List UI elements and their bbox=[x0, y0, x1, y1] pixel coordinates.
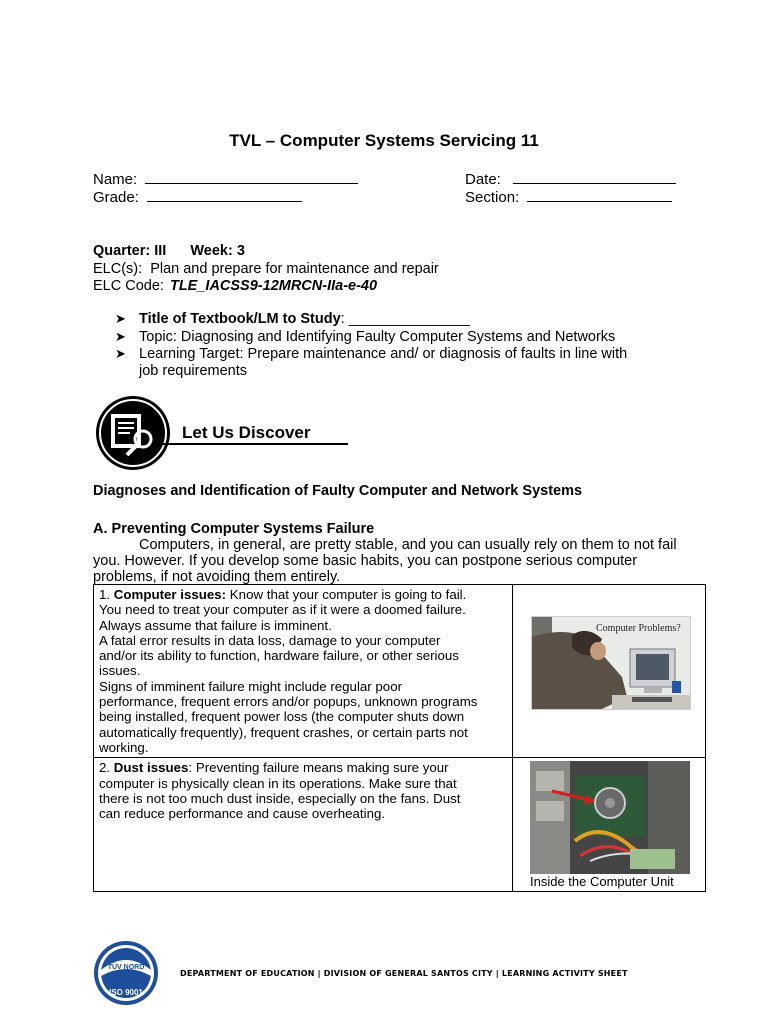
grade-label: Grade: bbox=[93, 189, 139, 206]
row1-line: performance, frequent errors and/or popups, unknown programs bbox=[99, 694, 478, 710]
computer-problems-image bbox=[531, 616, 691, 710]
elc-line bbox=[93, 261, 439, 278]
inside-computer-image bbox=[530, 761, 690, 874]
week-label: Week: bbox=[190, 243, 233, 259]
row1-label: Computer issues: bbox=[113, 587, 227, 602]
quarter-week-line bbox=[93, 243, 245, 260]
elc-value: Plan and prepare for maintenance and repair bbox=[150, 261, 439, 277]
row1-line: Signs of imminent failure might include regular poor bbox=[99, 678, 403, 694]
arrow-bullet-icon: ➤ bbox=[115, 346, 126, 361]
elc-label: ELC(s): bbox=[93, 261, 143, 277]
row1-line: being installed, frequent power loss (the computer shuts down bbox=[99, 709, 465, 725]
row1-line: Always assume that failure is imminent. bbox=[99, 617, 332, 633]
textbook-label: Title of Textbook/LM to Study bbox=[139, 311, 341, 327]
row2-line: there is not too much dust inside, especially on the fans. Dust bbox=[99, 790, 461, 806]
section-label: Section: bbox=[465, 189, 520, 206]
page-title: TVL – Computer Systems Servicing 11 bbox=[229, 131, 539, 150]
tuv-nord-logo bbox=[93, 940, 159, 1006]
row2-line: can reduce performance and cause overheating. bbox=[99, 806, 386, 822]
date-label: Date: bbox=[465, 171, 501, 188]
topic-item bbox=[93, 329, 713, 346]
name-blank[interactable] bbox=[145, 171, 358, 184]
row1-line: You need to treat your computer as if it were a doomed failure. bbox=[99, 602, 466, 618]
arrow-bullet-icon: ➤ bbox=[115, 311, 126, 326]
target-item bbox=[93, 346, 713, 379]
date-blank[interactable] bbox=[513, 171, 676, 184]
logo-bottom-text: ISO 9001 bbox=[109, 988, 143, 997]
row2-first: : Preventing failure means making sure your bbox=[188, 760, 449, 776]
computer-problems-image-cell bbox=[513, 585, 706, 758]
elc-code-value: TLE_IACSS9-12MRCN-IIa-e-40 bbox=[169, 278, 378, 294]
footer-text: DEPARTMENT OF EDUCATION | DIVISION OF GENERAL SANTOS CITY | LEARNING ACTIVITY SHEET bbox=[180, 969, 628, 978]
name-field bbox=[93, 171, 358, 188]
row2-line: computer is physically clean in its operations. Make sure that bbox=[99, 775, 457, 791]
textbook-item bbox=[93, 311, 713, 328]
section-heading: Diagnoses and Identification of Faulty Computer and Network Systems bbox=[93, 483, 583, 499]
week-value: 3 bbox=[236, 243, 245, 259]
quarter-label: Quarter: bbox=[93, 243, 151, 259]
textbook-blank[interactable]: : _______________ bbox=[340, 311, 470, 327]
grade-field bbox=[93, 189, 302, 206]
discover-icon bbox=[93, 394, 173, 472]
grade-blank[interactable] bbox=[147, 189, 302, 202]
discover-underline bbox=[160, 443, 348, 445]
row1-line: working. bbox=[99, 739, 149, 755]
row1-line: issues. bbox=[99, 663, 141, 679]
section-field bbox=[465, 189, 672, 206]
arrow-bullet-icon: ➤ bbox=[115, 328, 126, 344]
image-caption-text: Computer Problems? bbox=[596, 623, 681, 634]
objectives-list bbox=[93, 311, 713, 380]
intro-line-1: Computers, in general, are pretty stable, and you can usually rely on them to not fail bbox=[139, 537, 677, 553]
elc-code-label: ELC Code: bbox=[93, 278, 164, 294]
dust-issues-cell bbox=[94, 758, 513, 892]
intro-line-3: problems, if not avoiding them entirely. bbox=[93, 569, 341, 585]
subsection-heading: A. Preventing Computer Systems Failure bbox=[93, 521, 375, 537]
row1-line: and/or its ability to function, hardware failure, or other serious bbox=[99, 648, 459, 664]
row1-line: A fatal error results in data loss, damage to your computer bbox=[99, 632, 441, 648]
row2-label: Dust issues bbox=[113, 760, 189, 776]
target-text-line1: Learning Target: Prepare maintenance and/ or diagnosis of faults in line with bbox=[139, 346, 628, 362]
table-row bbox=[94, 758, 706, 892]
elc-code-line bbox=[93, 278, 377, 295]
inside-computer-image-cell bbox=[513, 758, 706, 892]
row1-first: Know that your computer is going to fail. bbox=[226, 587, 467, 602]
quarter-value: III bbox=[154, 243, 167, 259]
topic-text: Topic: Diagnosing and Identifying Faulty Computer Systems and Networks bbox=[139, 328, 616, 345]
inside-computer-caption: Inside the Computer Unit bbox=[530, 873, 674, 889]
date-field bbox=[465, 171, 676, 188]
section-blank[interactable] bbox=[527, 189, 672, 202]
computer-issues-cell bbox=[94, 585, 513, 758]
logo-top-text: TÜV NORD bbox=[107, 964, 145, 971]
issues-table bbox=[93, 584, 706, 892]
discover-heading: Let Us Discover bbox=[182, 423, 311, 442]
table-row bbox=[94, 585, 706, 758]
row1-line: automatically frequently), frequent crashes, or certain parts not bbox=[99, 724, 468, 740]
row1-num: 1. bbox=[99, 587, 111, 602]
row2-num: 2. bbox=[99, 760, 111, 776]
intro-line-2: you. However. If you develop some basic habits, you can postpone serious computer bbox=[93, 553, 638, 569]
name-label: Name: bbox=[93, 171, 138, 188]
target-text-line2: job requirements bbox=[139, 362, 247, 379]
